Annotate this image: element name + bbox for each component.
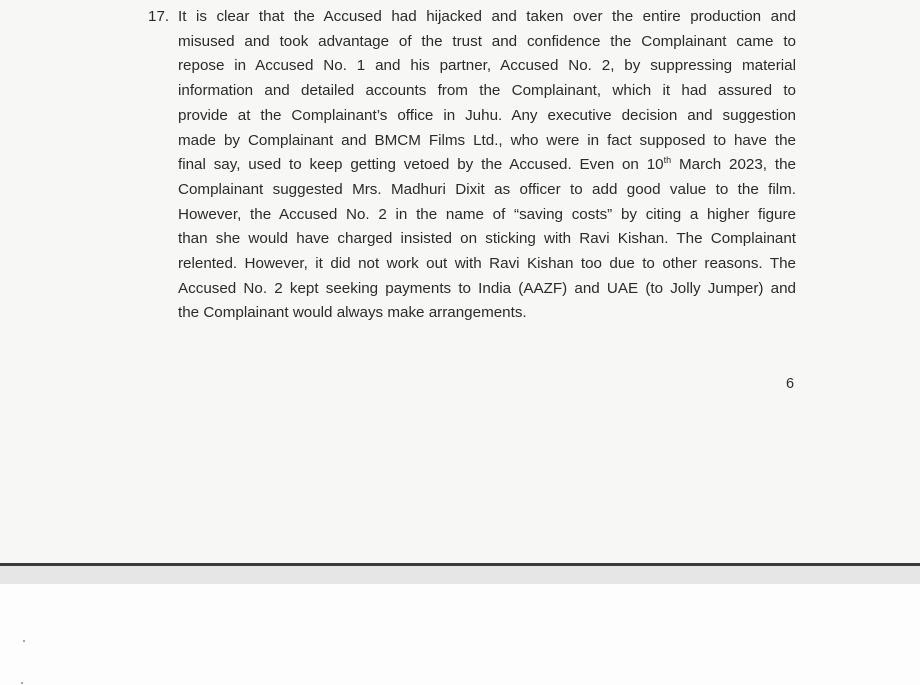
page-gap	[0, 566, 920, 584]
paragraph-line: Accused No. 2 kept seeking payments to India (AAZF) and UAE (to Jolly Jumper) and	[178, 279, 796, 297]
paragraph-line: It is clear that the Accused had hijacked and taken over the entire production and	[178, 8, 796, 25]
ordinal-superscript: th	[663, 155, 672, 166]
page-number: 6	[786, 376, 795, 392]
paragraph-line: the Complainant would always make arrangements.	[178, 304, 527, 322]
paragraph-line: relented. However, it did not work out with Ravi Kishan too due to other reasons. The	[178, 255, 796, 273]
paragraph-17	[148, 5, 796, 326]
paragraph-line: provide at the Complainant’s office in Juhu. Any executive decision and suggestion	[178, 106, 796, 124]
paragraph-line: than she would have charged insisted on sticking with Ravi Kishan. The Complainant	[178, 230, 796, 248]
paragraph-line: However, the Accused No. 2 in the name of “saving costs” by citing a higher figure	[178, 205, 796, 223]
paragraph-line-with-superscript	[178, 153, 796, 178]
scan-speck	[21, 682, 23, 684]
next-page	[0, 584, 920, 685]
paragraph-line: information and detailed accounts from the Complainant, which it had assured to	[178, 82, 796, 100]
paragraph-text	[178, 5, 796, 326]
paragraph-number: 17.	[148, 8, 170, 25]
line-text: March 2023, the	[671, 156, 796, 174]
line-text: final say, used to keep getting vetoed by the Accused. Even on 10	[178, 156, 664, 174]
scan-speck	[23, 640, 25, 642]
paragraph-line: made by Complainant and BMCM Films Ltd., who were in fact supposed to have the	[178, 131, 796, 149]
paragraph-line: Complainant suggested Mrs. Madhuri Dixit as officer to add good value to the film.	[178, 180, 796, 198]
paragraph-line: repose in Accused No. 1 and his partner, Accused No. 2, by suppressing material	[178, 57, 796, 75]
paragraph-line: misused and took advantage of the trust and confidence the Complainant came to	[178, 32, 796, 50]
